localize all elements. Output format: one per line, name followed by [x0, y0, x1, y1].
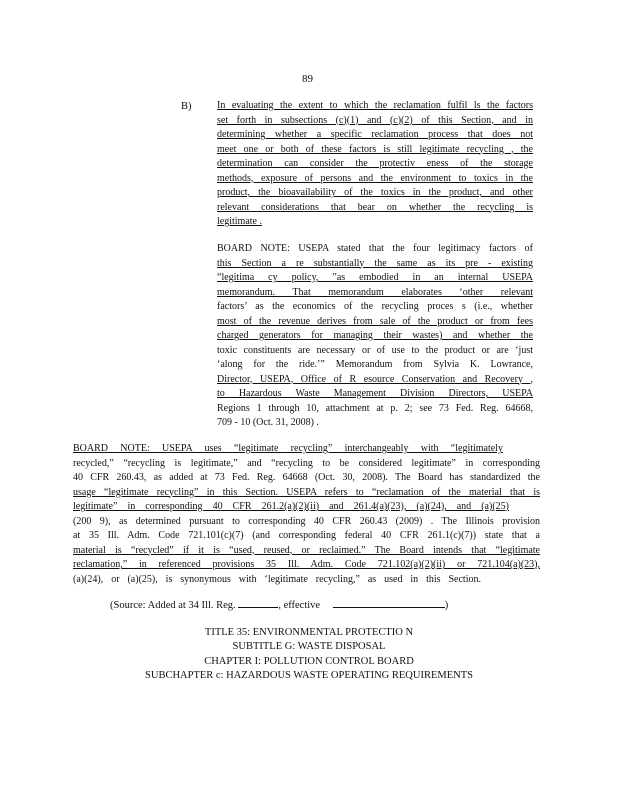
text-line: reclamation,” in referenced provisions 35 Ill. Adm. Code 721.102(a)(2)(ii) or 721.104(a)(23),: [73, 559, 540, 570]
source-middle: , effective: [278, 600, 321, 611]
text-line: BOARD NOTE: USEPA uses “legitimate recycling” interchangeably with “legitimately: [73, 443, 503, 454]
source-prefix: (Source: Added at 34 Ill. Reg.: [110, 600, 236, 611]
text-line: factors’ as the economics of the recycling proces s (i.e., whether: [217, 301, 533, 312]
text-line: (a)(24), or (a)(25), is synonymous with ‘legitimate recycling,” as used in this Section.: [73, 573, 481, 585]
text-line: legitimate .: [217, 216, 262, 227]
header-subtitle: SUBTITLE G: WASTE DISPOSAL: [232, 641, 386, 652]
text-line: material is “recycled” if it is “used, reused, or reclaimed.” The Board intends that “legitimate: [73, 544, 540, 556]
page-number: 89: [302, 73, 313, 85]
blank-register-page: [238, 597, 278, 608]
text-line: charged generators for managing their wastes) and whether the: [217, 330, 533, 341]
text-line: “legitima cy policy, ”as embodied in an internal USEPA: [217, 272, 533, 283]
source-note: [110, 597, 448, 611]
paragraph-b: [217, 99, 533, 230]
header-chapter: CHAPTER I: POLLUTION CONTROL BOARD: [204, 656, 414, 667]
text-line: (200 9), as determined pursuant to corresponding 40 CFR 260.43 (2009) . The Illinois provision: [73, 515, 540, 527]
header-subchapter: SUBCHAPTER c: HAZARDOUS WASTE OPERATING REQUIREMENTS: [145, 670, 473, 681]
text-line: BOARD NOTE: USEPA stated that the four legitimacy factors of: [217, 243, 533, 254]
text-line: methods, exposure of persons and the environment to toxics in the: [217, 172, 533, 184]
text-line: 40 CFR 260.43, as added at 73 Fed. Reg. 64668 (Oct. 30, 2008). The Board has standardized the: [73, 472, 540, 483]
board-note-1: [217, 242, 533, 431]
text-line: set forth in subsections (c)(1) and (c)(2) of this Section, and in: [217, 114, 533, 126]
text-line: most of the revenue derives from sale of the product or from fees: [217, 315, 533, 327]
text-line: memorandum. That memorandum elaborates ‘other relevant: [217, 286, 533, 298]
text-line: In evaluating the extent to which the reclamation fulfil ls the factors: [217, 100, 533, 111]
text-line: this Section a re substantially the same as its pre - existing: [217, 257, 533, 269]
text-line: ‘along for the ride.’” Memorandum from Sylvia K. Lowrance,: [217, 359, 533, 370]
text-line: meet one or both of these factors is still legitimate recycling , the: [217, 143, 533, 155]
text-line: toxic constituents are necessary or of use to the product or are ‘just: [217, 344, 533, 356]
header-title: TITLE 35: ENVIRONMENTAL PROTECTIO N: [204, 627, 414, 638]
text-line: legitimate” in corresponding 40 CFR 261.2(a)(2)(ii) and 261.4(a)(23), (a)(24), and (a)(25): [73, 501, 509, 512]
text-line: determination can consider the protectiv eness of the storage: [217, 158, 533, 169]
text-line: Regions 1 through 10, attachment at p. 2; see 73 Fed. Reg. 64668,: [217, 402, 533, 414]
item-label: B): [181, 101, 192, 112]
text-line: at 35 Ill. Adm. Code 721.101(c)(7) (and corresponding federal 40 CFR 261.1(c)(7)) state that a: [73, 530, 540, 541]
text-line: to Hazardous Waste Management Division Directors, USEPA: [217, 388, 533, 399]
board-note-2: [73, 442, 540, 587]
source-suffix: ): [444, 600, 449, 611]
text-line: 709 - 10 (Oct. 31, 2008) .: [217, 417, 319, 428]
text-line: usage “legitimate recycling” in this Section. USEPA refers to “reclamation of the material that is: [73, 486, 540, 498]
blank-effective-date: [333, 597, 445, 608]
text-line: recycled,” “recycling is legitimate,” and “recycling to be considered legitimate” in corresponding: [73, 457, 540, 469]
text-line: determining whether a specific reclamation process that does not: [217, 129, 533, 140]
text-line: product, the bioavailability of the toxics in the product, and other: [217, 187, 533, 198]
text-line: relevant considerations that bear on whether the recycling is: [217, 201, 533, 213]
text-line: Director, USEPA, Office of R esource Conservation and Recovery ,: [217, 373, 533, 385]
